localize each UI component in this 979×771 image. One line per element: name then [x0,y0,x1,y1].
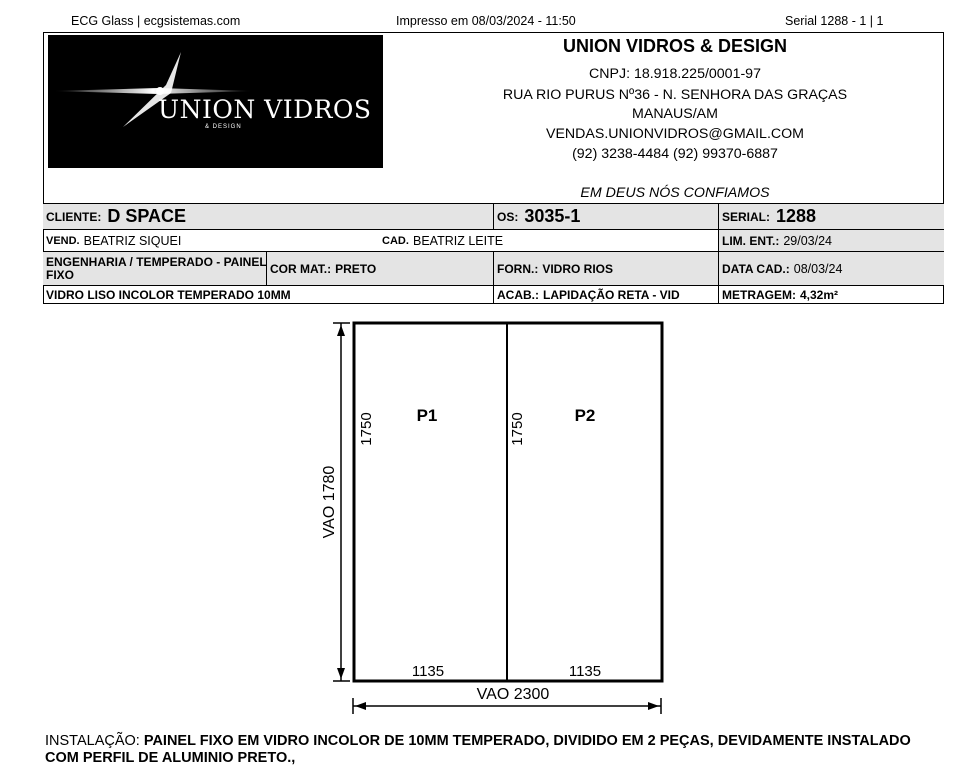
os-label: OS: [497,209,519,224]
cor-value: PRETO [335,261,377,276]
panel-label-p2: P2 [574,406,596,425]
company-name: UNION VIDROS & DESIGN [562,36,788,56]
serial-label: SERIAL: [722,209,770,224]
metragem-label: METRAGEM: [722,288,796,302]
panel-label-p1: P1 [416,406,438,425]
width-label-p1: 1135 [411,663,445,680]
datacad-label: DATA CAD.: [722,261,790,276]
company-cnpj: CNPJ: 18.918.225/0001-97 [589,66,761,82]
os-value: 3035-1 [524,206,581,226]
installation-note [45,733,945,767]
category-value: ENGENHARIA / TEMPERADO - PAINEL FIXO [46,254,267,282]
serial-page: Serial 1288 - 1 | 1 [785,14,884,28]
width-label-p2: 1135 [568,663,602,680]
glass-value: VIDRO LISO INCOLOR TEMPERADO 10MM [46,288,291,302]
client-value: D SPACE [107,206,187,226]
metragem-value: 4,32m² [800,288,839,302]
vao-width-label: VAO 2300 [476,686,550,703]
acab-value: LAPIDAÇÃO RETA - VID [543,288,680,302]
vend-value: BEATRIZ SIQUEI [83,233,182,248]
lim-value: 29/03/24 [783,233,832,248]
company-address: RUA RIO PURUS Nº36 - N. SENHORA DAS GRAÇAS [502,87,848,103]
forn-label: FORN.: [497,261,539,276]
system-text: ECG Glass | ecgsistemas.com [71,14,241,28]
cor-label: COR MAT.: [270,261,332,276]
logo-brand: UNION VIDROS [158,95,372,124]
height-label-p1: 1750 [358,412,375,446]
installation-label: INSTALAÇÃO: [45,733,140,749]
datacad-value: 08/03/24 [793,261,843,276]
client-label: CLIENTE: [46,209,102,224]
serial-value: 1288 [776,206,817,226]
company-city: MANAUS/AM [632,106,718,122]
height-label-p2: 1750 [509,412,526,446]
company-email: VENDAS.UNIONVIDROS@GMAIL.COM [546,126,804,142]
forn-value: VIDRO RIOS [542,261,614,276]
company-phones: (92) 3238-4484 (92) 99370-6887 [572,146,778,162]
vao-height-label: VAO 1780 [321,465,338,539]
vao-height-arrow-top [337,325,345,336]
installation-text: PAINEL FIXO EM VIDRO INCOLOR DE 10MM TEMPERADO, DIVIDIDO EM 2 PEÇAS, DEVIDAMENTE INSTALADO COM PERFIL DE ALUMINIO PRETO., [45,733,911,766]
vao-height-arrow-bottom [337,668,345,679]
vend-label: VEND. [46,234,80,247]
cad-label: CAD. [382,234,409,247]
logo-sub: & DESIGN [205,124,242,130]
company-motto: EM DEUS NÓS CONFIAMOS [580,185,770,201]
printed-date: Impresso em 08/03/2024 - 11:50 [396,14,576,28]
acab-label: ACAB.: [497,288,539,302]
vao-width-arrow-right [648,702,659,710]
vao-width-arrow-left [355,702,366,710]
lim-label: LIM. ENT.: [722,233,780,248]
cad-value: BEATRIZ LEITE [413,233,504,248]
